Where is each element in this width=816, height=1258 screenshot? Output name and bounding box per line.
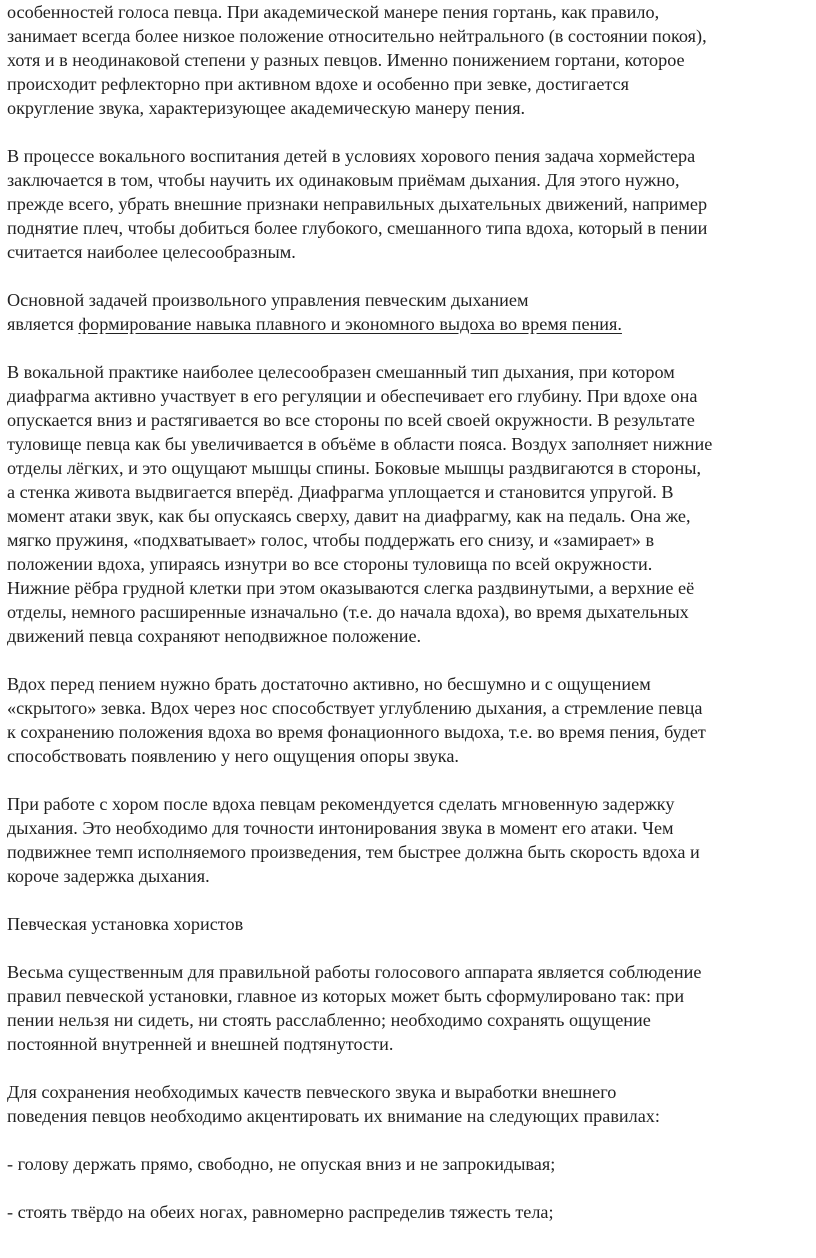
- text-line: считается наиболее целесообразным.: [7, 242, 296, 262]
- text-line: «скрытого» зевка. Вдох через нос способствует углублению дыхания, а стремление певца: [7, 698, 703, 718]
- text-line: поведения певцов необходимо акцентировать их внимание на следующих правилах:: [7, 1106, 660, 1126]
- paragraph-breath-hold: [7, 792, 812, 888]
- text-line: Для сохранения необходимых качеств певческого звука и выработки внешнего: [7, 1082, 617, 1102]
- text-line: постоянной внутренней и внешней подтянутости.: [7, 1034, 394, 1054]
- text-line: отделы лёгких, и это ощущают мышцы спины. Боковые мышцы раздвигаются в стороны,: [7, 458, 701, 478]
- text-line: диафрагма активно участвует в его регуляции и обеспечивает его глубину. При вдохе она: [7, 386, 698, 406]
- text-line: мягко пружиня, «подхватывает» голос, чтобы поддержать его снизу, и «замирает» в: [7, 530, 655, 550]
- paragraph-rules-intro: [7, 1080, 812, 1128]
- text-line: - голову держать прямо, свободно, не опуская вниз и не запрокидывая;: [7, 1154, 556, 1174]
- text-line: происходит рефлекторно при активном вдохе и особенно при зевке, достигается: [7, 74, 629, 94]
- paragraph-larynx-position: [7, 0, 812, 120]
- text-line: особенностей голоса певца. При академической манере пения гортань, как правило,: [7, 2, 660, 22]
- paragraph-inhale-before-singing: [7, 672, 812, 768]
- text-line: положении вдоха, упираясь изнутри во все стороны туловища по всей окружности.: [7, 554, 653, 574]
- text-line: занимает всегда более низкое положение относительно нейтрального (в состоянии покоя),: [7, 26, 707, 46]
- section-heading: [7, 912, 812, 936]
- paragraph-main-task: [7, 288, 812, 336]
- text-line: заключается в том, чтобы научить их одинаковым приёмам дыхания. Для этого нужно,: [7, 170, 680, 190]
- text-fragment: является: [7, 314, 79, 334]
- text-line: прежде всего, убрать внешние признаки неправильных дыхательных движений, например: [7, 194, 708, 214]
- text-line: отделы, немного расширенные изначально (т.е. до начала вдоха), во время дыхательных: [7, 602, 689, 622]
- document-body: [7, 0, 812, 1248]
- text-line: Весьма существенным для правильной работы голосового аппарата является соблюдение: [7, 962, 702, 982]
- text-line: Нижние рёбра грудной клетки при этом оказываются слегка раздвинутыми, а верхние её: [7, 578, 695, 598]
- paragraph-mixed-breathing: [7, 360, 812, 648]
- text-line: Вдох перед пением нужно брать достаточно активно, но бесшумно и с ощущением: [7, 674, 651, 694]
- section-heading-text: Певческая установка хористов: [7, 914, 244, 934]
- text-line: подвижнее темп исполняемого произведения, тем быстрее должна быть скорость вдоха и: [7, 842, 700, 862]
- text-line: а стенка живота выдвигается вперёд. Диафрагма уплощается и становится упругой. В: [7, 482, 674, 502]
- paragraph-singing-posture: [7, 960, 812, 1056]
- text-line: опускается вниз и растягивается во все стороны по всей своей окружности. В результате: [7, 410, 695, 430]
- text-line: правил певческой установки, главное из которых может быть сформулировано так: при: [7, 986, 685, 1006]
- text-line: хотя и в неодинаковой степени у разных певцов. Именно понижением гортани, которое: [7, 50, 685, 70]
- text-line: округление звука, характеризующее академическую манеру пения.: [7, 98, 526, 118]
- text-line: к сохранению положения вдоха во время фонационного выдоха, т.е. во время пения, будет: [7, 722, 706, 742]
- rule-item-stance: [7, 1200, 812, 1224]
- underlined-key-phrase: формирование навыка плавного и экономного выдоха во время пения.: [78, 314, 622, 334]
- text-line: - стоять твёрдо на обеих ногах, равномерно распределив тяжесть тела;: [7, 1202, 554, 1222]
- text-line: момент атаки звук, как бы опускаясь сверху, давит на диафрагму, как на педаль. Она же,: [7, 506, 691, 526]
- text-line: В вокальной практике наиболее целесообразен смешанный тип дыхания, при котором: [7, 362, 675, 382]
- rule-item-head: [7, 1152, 812, 1176]
- paragraph-choirmaster-task: [7, 144, 812, 264]
- text-line: поднятие плеч, чтобы добиться более глубокого, смешанного типа вдоха, который в пении: [7, 218, 708, 238]
- text-line: способствовать появлению у него ощущения опоры звука.: [7, 746, 459, 766]
- text-line: движений певца сохраняют неподвижное положение.: [7, 626, 422, 646]
- text-line: Основной задачей произвольного управления певческим дыханием: [7, 290, 529, 310]
- text-line: [7, 312, 812, 336]
- text-line: туловище певца как бы увеличивается в объёме в области пояса. Воздух заполняет нижние: [7, 434, 713, 454]
- text-line: короче задержка дыхания.: [7, 866, 210, 886]
- text-line: пении нельзя ни сидеть, ни стоять расслабленно; необходимо сохранять ощущение: [7, 1010, 651, 1030]
- text-line: В процессе вокального воспитания детей в условиях хорового пения задача хормейстера: [7, 146, 696, 166]
- text-line: дыхания. Это необходимо для точности интонирования звука в момент его атаки. Чем: [7, 818, 674, 838]
- text-line: При работе с хором после вдоха певцам рекомендуется сделать мгновенную задержку: [7, 794, 675, 814]
